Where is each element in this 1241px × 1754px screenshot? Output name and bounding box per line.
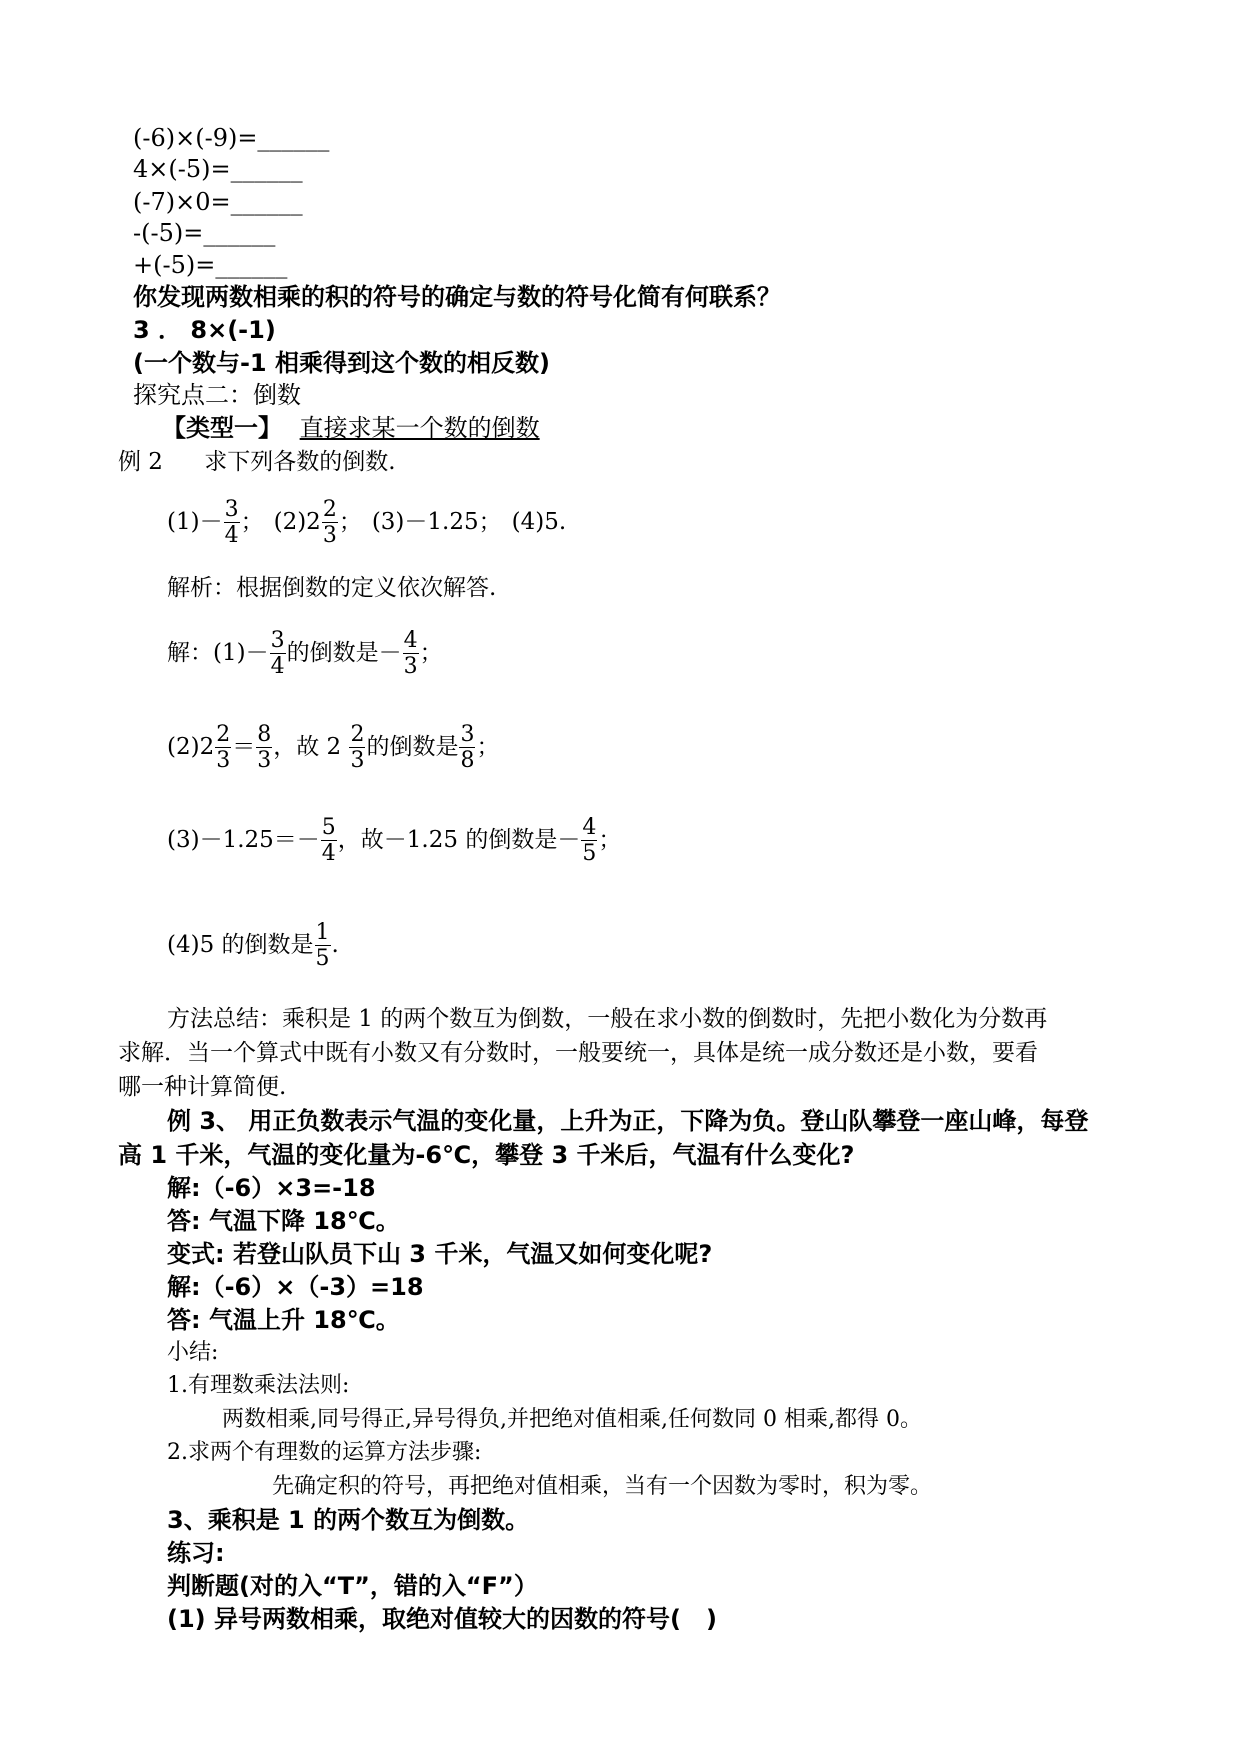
fraction [224,497,240,549]
solution-3 [167,815,621,867]
numerator: 4 [582,815,597,840]
exercise-3: (-7)×0=______ [133,188,303,216]
example-2-label: 例 2 [118,449,163,475]
numerator: 2 [216,722,231,747]
practice-question-1: (1) 异号两数相乘，取绝对值较大的因数的符号( ) [167,1605,717,1633]
method-summary-line-1: 方法总结：乘积是 1 的两个数互为倒数，一般在求小数的倒数时，先把小数化为分数再 [167,1006,1048,1032]
solution-text: ； [598,827,622,854]
fraction [215,722,231,774]
solution-text: (3)－1.25＝－ [167,827,320,854]
numerator: 3 [460,722,475,747]
solution-text: . [331,932,339,959]
solution-text: 的倒数是－ [286,640,402,667]
variant-question: 变式: 若登山队员下山 3 千米，气温又如何变化呢? [167,1240,713,1268]
numerator: 4 [403,628,418,653]
example-3-line-1: 例 3、 用正负数表示气温的变化量，上升为正，下降为负。登山队攀登一座山峰，每登 [167,1107,1089,1135]
true-false-instruction: 判断题(对的入“T”，错的入“F”） [167,1572,538,1600]
item-1-prefix: (1)－ [167,509,223,536]
rule-1-body: 两数相乘,同号得正,异号得负,并把绝对值相乘,任何数同 0 相乘,都得 0。 [222,1407,922,1432]
solution-2 [167,722,499,774]
denominator: 4 [321,841,336,867]
solution-text: ； [476,734,500,761]
numerator: 2 [350,722,365,747]
numerator: 3 [224,497,239,522]
example-3-solution: 解:（-6）×3=-18 [167,1174,376,1202]
rule-2-title: 2.求两个有理数的运算方法步骤: [167,1440,482,1465]
analysis-text: 解析：根据倒数的定义依次解答. [167,575,497,601]
solution-text: ＝ [232,734,256,761]
exercise-4: -(-5)=______ [133,219,276,247]
method-summary-line-2: 求解．当一个算式中既有小数又有分数时，一般要统一，具体是统一成分数还是小数，要看 [118,1040,1038,1066]
note-text: (一个数与-1 相乘得到这个数的相反数) [133,349,550,377]
numerator: 2 [322,497,337,522]
fraction [315,920,331,972]
numerator: 5 [321,815,336,840]
numerator: 8 [257,722,272,747]
solution-4 [167,920,339,972]
type-title: 直接求某一个数的倒数 [299,414,540,442]
exercise-2: 4×(-5)=______ [133,155,303,183]
fraction [349,722,365,774]
solution-text: (2)2 [167,734,215,761]
solution-text: ，故 2 [273,734,349,761]
separator: ； [338,509,362,536]
solution-1 [167,628,443,680]
denominator: 3 [322,523,337,549]
exercise-5: +(-5)=______ [133,251,288,279]
denominator: 3 [350,748,365,774]
numerator: 1 [315,920,330,945]
denominator: 3 [257,748,272,774]
practice-title: 练习: [167,1539,225,1567]
example-2-heading [118,451,396,474]
question-text: 你发现两数相乘的积的符号的确定与数的符号化简有何联系？ [133,283,781,311]
item-2-prefix: (2)2 [273,509,321,536]
type-heading [162,416,540,440]
rule-1-title: 1.有理数乘法法则: [167,1373,350,1398]
item-3: 3 ． 8×(-1) [133,316,276,344]
fraction [256,722,272,774]
method-summary-line-3: 哪一种计算简便. [118,1074,287,1100]
denominator: 3 [403,654,418,680]
denominator: 4 [224,523,239,549]
example-3-line-2: 高 1 千米，气温的变化量为-6℃，攀登 3 千米后，气温有什么变化? [118,1141,855,1169]
denominator: 3 [216,748,231,774]
solution-text: (4)5 的倒数是 [167,932,314,959]
solution-text: 解：(1)－ [167,640,269,667]
fraction [322,497,338,549]
summary-title: 小结: [167,1340,219,1365]
exercise-1: (-6)×(-9)=______ [133,124,330,152]
separator: ； [240,509,264,536]
denominator: 4 [270,654,285,680]
fraction [403,628,419,680]
rule-3: 3、乘积是 1 的两个数互为倒数。 [167,1506,530,1534]
denominator: 5 [315,946,330,972]
example-2-prompt: 求下列各数的倒数. [204,449,396,475]
solution-text: 的倒数是 [366,734,459,761]
fraction [321,815,337,867]
numerator: 3 [270,628,285,653]
item-4-text: (4)5. [511,509,567,536]
rule-2-body: 先确定积的符号，再把绝对值相乘，当有一个因数为零时，积为零。 [272,1474,933,1499]
example-3-answer: 答: 气温下降 18℃。 [167,1207,400,1235]
item-3-text: (3)－1.25； [371,509,502,536]
type-label: 【类型一】 [162,414,282,442]
variant-answer: 答: 气温上升 18℃。 [167,1306,400,1334]
denominator: 5 [582,841,597,867]
example-2-items [167,497,566,549]
fraction [459,722,475,774]
denominator: 8 [460,748,475,774]
fraction [581,815,597,867]
solution-text: ，故－1.25 的倒数是－ [337,827,581,854]
section-heading: 探究点二：倒数 [133,381,301,409]
variant-solution: 解:（-6）×（-3）=18 [167,1273,424,1301]
solution-text: ； [419,640,443,667]
fraction [270,628,286,680]
